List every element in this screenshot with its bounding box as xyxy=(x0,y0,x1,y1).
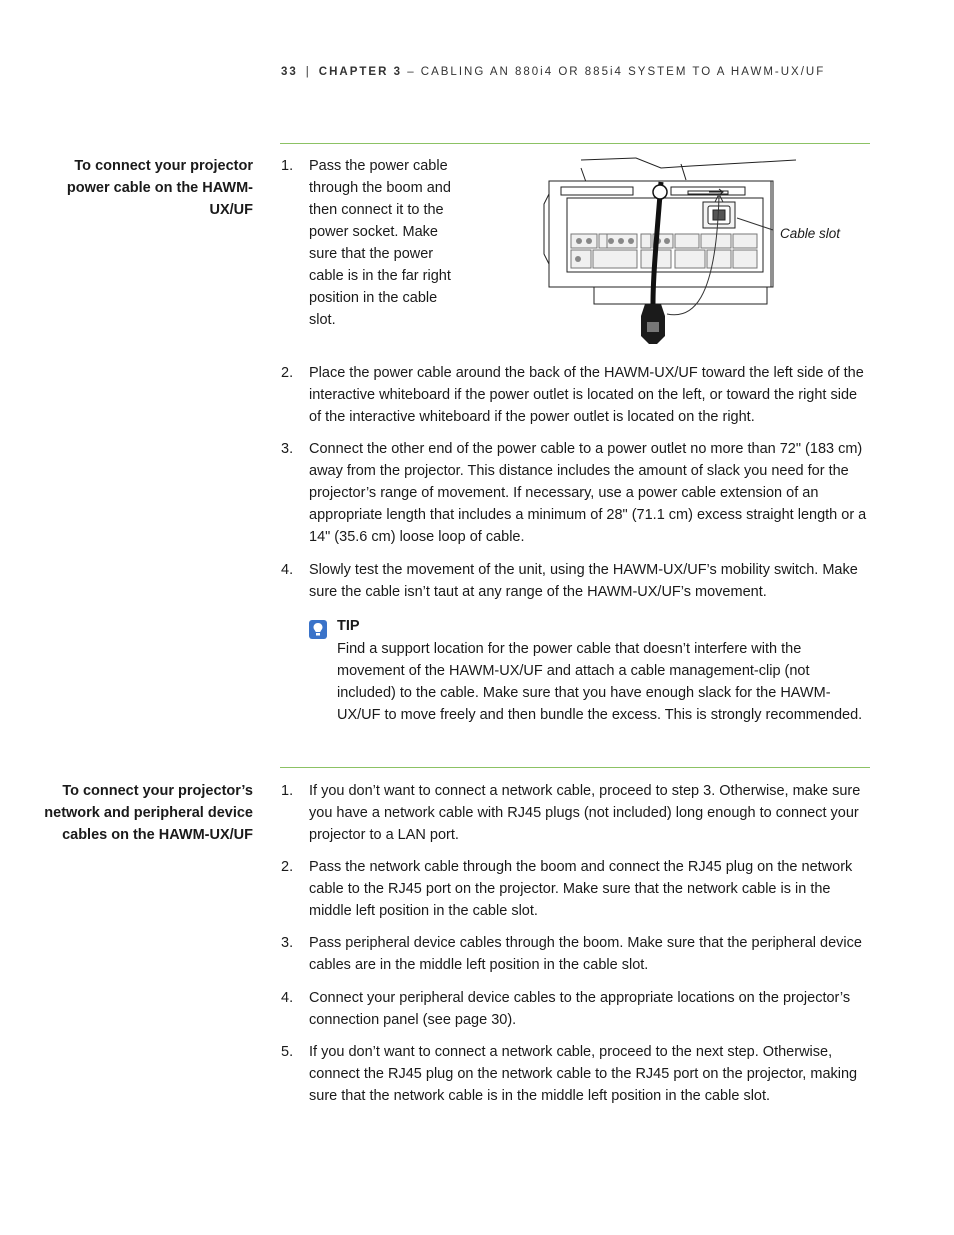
step-text: Pass the network cable through the boom and connect the RJ45 plug on the network cable to the RJ45 port on the projector. Make sure that the network cable is in the middle left position in the cable slot. xyxy=(309,859,853,919)
section1-step-3 xyxy=(281,438,871,548)
step-text: Pass the power cable through the boom and then connect it to the power socket. Make sure that the power cable is in the far right position in the cable slot. xyxy=(309,158,451,328)
step-text: Connect the other end of the power cable to a power outlet no more than 72" (183 cm) away from the projector. This distance includes the amount of slack you need for the projector’s range of movement. If necessary, use a power cable extension of an appropriate length that includes a minimum of 28" (71.1 cm) excess straight length or a 14" (35.6 cm) loose loop of cable. xyxy=(309,441,867,545)
chapter-label: CHAPTER 3 xyxy=(318,66,402,78)
step-number: 4. xyxy=(281,562,294,578)
section1-step-1 xyxy=(281,155,451,331)
section1-step-2 xyxy=(281,362,871,428)
step-number: 1. xyxy=(281,783,294,799)
section2-step-3 xyxy=(281,932,871,976)
step-number: 3. xyxy=(281,935,294,951)
step-text: Slowly test the movement of the unit, using the HAWM-UX/UF’s mobility switch. Make sure the cable isn’t taut at any range of the HAWM-UX/UF’s movement. xyxy=(309,562,858,600)
section2-heading: To connect your projector’s network and peripheral device cables on the HAWM-UX/UF xyxy=(44,783,253,843)
section2-step-4 xyxy=(281,987,871,1031)
step-text: If you don’t want to connect a network cable, proceed to step 3. Otherwise, make sure you have a network cable with RJ45 plugs (not included) long enough to connect your projector to a LAN port. xyxy=(309,783,861,843)
cable-slot-callout: Cable slot xyxy=(780,226,841,241)
projector-back-panel-illustration xyxy=(541,154,871,354)
step-number: 1. xyxy=(281,158,294,174)
section-divider-1 xyxy=(280,143,870,144)
lightbulb-icon xyxy=(309,620,327,639)
chapter-title: – CABLING AN 880i4 OR 885i4 SYSTEM TO A HAWM-UX/UF xyxy=(407,66,826,78)
step-text: Connect your peripheral device cables to the appropriate locations on the projector’s connection panel (see page 30). xyxy=(309,990,851,1028)
tip-title: TIP xyxy=(337,618,360,634)
section-divider-2 xyxy=(280,767,870,768)
step-number: 2. xyxy=(281,859,294,875)
step-text: If you don’t want to connect a network cable, proceed to the next step. Otherwise, connect the RJ45 plug on the network cable to the RJ45 port on the projector, making sure that the network cable is in the middle left position in the cable slot. xyxy=(309,1044,858,1104)
page-number: 33 xyxy=(281,66,298,78)
header-separator: | xyxy=(305,66,311,78)
step-text: Pass peripheral device cables through the boom. Make sure that the peripheral device cables are in the middle left position in the cable slot. xyxy=(309,935,862,973)
step-text: Place the power cable around the back of the HAWM-UX/UF toward the left side of the interactive whiteboard if the power outlet is located on the left, or toward the right side of the interactive whiteboard if the power outlet is located on the right. xyxy=(309,365,864,425)
step-number: 4. xyxy=(281,990,294,1006)
section1-step-4 xyxy=(281,559,871,603)
section1-heading: To connect your projector power cable on the HAWM-UX/UF xyxy=(66,158,253,218)
tip-text: Find a support location for the power cable that doesn’t interfere with the movement of the HAWM-UX/UF and attach a cable management-clip (not included) to the cable. Make sure that you have enough slack for the HAWM-UX/UF to move freely and then bundle the excess. This is strongly recommended. xyxy=(337,641,863,723)
running-header xyxy=(281,66,825,78)
section2-step-5 xyxy=(281,1041,871,1107)
section2-step-1 xyxy=(281,780,871,846)
section2-step-2 xyxy=(281,856,871,922)
step-number: 3. xyxy=(281,441,294,457)
step-number: 2. xyxy=(281,365,294,381)
step-number: 5. xyxy=(281,1044,294,1060)
